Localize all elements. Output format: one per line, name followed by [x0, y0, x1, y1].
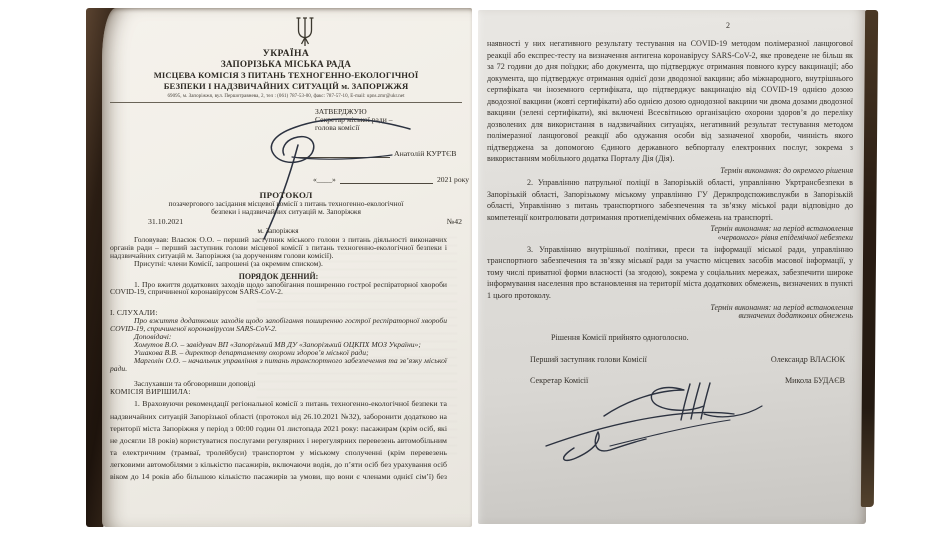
term-3-line2: визначених додаткових обмежень	[738, 310, 853, 320]
term-1: Термін виконання: до окремого рішення	[720, 166, 853, 176]
signature-budaev	[538, 406, 738, 466]
term-2-line1: Термін виконання: на період встановлення	[710, 224, 853, 234]
signature-row-1	[487, 355, 853, 364]
decision-2: 2. Управлінню патрульної поліції в Запорізькій області, управлінню Укртрансбезпеки в Запорізькій області, Запорізькому міському управлінню ГУ Держпродспоживслужби в Запорізькій області, Управлінню з питань транспортного забезпечення та зв’язку міської ради відповідно до компетенції контролювати дотримання протиепідемічних обмежень на транспорті.	[487, 178, 853, 222]
decision-1-part-1: 1. Враховуючи рекомендації регіональної комісії з питань техногенно-екологічної безпеки та надзвичайних ситуацій Запорізької області (протокол від 26.10.2021 №32), заборонити додатково на території міста Запоріжжя у період з 00:00 годин 01 листопада 2021 року: пасажирам (крім осіб, які не досягли 18 років) користуватися послугами регулярних і нерегулярних перевезень автомобільним та електричним (трамваї, тролейбуси) транспортом у міському сполученні (крім перевезень легковими автомобілями з кількістю пасажирів, включаючи водія, до п’яти осіб без урахування осіб віком до 14 років або більшою кількістю пасажирів за умови, що вони є членами однієї сім’ї) без	[110, 399, 447, 481]
letterhead-contacts: 69095, м. Запоріжжя, вул. Першотравнева, 2, тел : (061) 787-53-00, факс: 787-57-10, E-mail: upns.zmr@ukr.net	[110, 93, 462, 103]
resolution-line: Рішення Комісії прийнято одноголосно.	[551, 332, 689, 342]
speaker-3: Марголін О.О. – начальник управління з питань транспортного забезпечення та зв’язку міської ради.	[110, 355, 447, 373]
page1-body	[110, 236, 447, 483]
page2-body	[487, 38, 853, 385]
chaired-paragraph: Головував: Власюк О.О. – перший заступник міського голови з питань діяльності виконавчих органів ради – перший заступник голови місцевої комісії з питань техногенно-екологічної безпеки і надзвичайних ситуацій м. Запоріжжя (за дорученням голови комісії).	[110, 235, 447, 260]
approval-block	[315, 108, 467, 133]
decision-3: 3. Управлінню внутрішньої політики, преси та інформації міської ради, управлінню транспортного забезпечення та зв’язку міської ради за участю місцевих засобів масової інформації, у тому числі приватної форми власності (за згодою), зокрема у соціальних мережах, забезпечити широке інформування населення про встановлення на території міста додаткових обмежень, визначених в пункті 1 цього протоколу.	[487, 244, 853, 300]
letterhead-council: ЗАПОРІЗЬКА МІСЬКА РАДА	[220, 59, 352, 69]
protocol-heading: ПРОТОКОЛ	[259, 190, 313, 200]
date-year: 2021 року	[436, 175, 469, 184]
signature-row-2	[487, 376, 853, 385]
letterhead-commission-line1: МІСЦЕВА КОМІСІЯ З ПИТАНЬ ТЕХНОГЕННО-ЕКОЛОГІЧНОЇ	[153, 70, 419, 80]
signature-2-name: Микола БУДАЄВ	[784, 375, 845, 385]
protocol-page-2	[478, 10, 866, 524]
date-day-placeholder: «____»	[313, 175, 336, 184]
protocol-subtitle-line1: позачергового засідання місцевої комісії з питань техногенно-екологічної	[168, 198, 404, 208]
letterhead	[110, 48, 462, 103]
protocol-meta-row	[110, 217, 462, 226]
after-hearing-line: Заслухавши та обговоривши доповіді	[134, 378, 256, 388]
speakers-label: Доповідачі:	[134, 332, 172, 342]
protocol-title-block	[108, 191, 464, 217]
signature-rule	[298, 151, 390, 158]
letterhead-country: УКРАЇНА	[262, 48, 310, 59]
signature-2-title: Секретар Комісії	[530, 375, 589, 385]
protocol-number: №42	[446, 217, 462, 226]
heard-heading: І. СЛУХАЛИ:	[110, 308, 158, 318]
signature-vlasiuk	[598, 378, 768, 428]
ukraine-trident-emblem-icon	[294, 16, 316, 48]
approval-stamp: ЗАТВЕРДЖУЮ	[315, 107, 367, 116]
decided-heading: КОМІСІЯ ВИРІШИЛА:	[110, 386, 191, 396]
date-rule	[340, 177, 433, 184]
approval-date-line	[313, 175, 469, 184]
agenda-heading: ПОРЯДОК ДЕННИЙ:	[238, 271, 319, 281]
protocol-page-1	[102, 8, 472, 527]
protocol-subtitle-line2: безпеки і надзвичайних ситуацій м. Запоріжжя	[211, 207, 361, 217]
protocol-date: 31.10.2021	[148, 217, 184, 226]
letterhead-commission-line2: БЕЗПЕКИ І НАДЗВИЧАЙНИХ СИТУАЦІЙ м. ЗАПОРІЖЖЯ	[163, 81, 409, 91]
protocol-place: м. Запоріжжя	[257, 227, 299, 235]
decision-1-part-2: наявності у них негативного результату тестування на COVID-19 методом полімеразної ланцюгової реакції або експрес-тесту на визначення антигена коронавірусу SARS-CoV-2, яке проведене не більш як за 72 години до дня поїздки; або документа, що підтверджує отримання повного курсу вакцинації; або документа, що підтверджує отримання однієї дози дводозної вакцини; або міжнародного, внутрішнього сертифіката чи іноземного сертифіката, що підтверджує вакцинацію від COVID-19 однією дозою дводозної вакцини (жовті сертифікати) або однією дозою однодозної вакцини чи двома дозами дводозної вакцини (зелені сертифікати), які включені Всесвітньою організацією охорони здоров’я до переліку дозволених для використання в надзвичайних ситуаціях, негативний результат тестування методом полімеразної ланцюгової реакції або одужання особи від зазначеної хвороби, чинність якого підтверджена за допомогою Єдиного державного вебпорталу електронних послуг, зокрема з використанням мобільного додатка Порталу Дія (Дія).	[487, 39, 853, 164]
term-2-line2: «червоного» рівня епідемічної небезпеки	[717, 232, 853, 242]
heard-topic: Про вжиття додаткових заходів щодо запобігання поширенню гострої респіраторної хвороби COVID-19, спричиненої коронавірусом SARS-CoV-2.	[110, 316, 447, 334]
page-number: 2	[726, 21, 730, 30]
speaker-2: Ушакова В.В. – директор департаменту охорони здоров’я міської ради;	[134, 347, 369, 357]
signature-1-title: Перший заступник голови Комісії	[530, 354, 647, 364]
approver-position-line1: Секретар міської ради –	[315, 115, 393, 125]
speaker-1: Хомутов В.О. – завідувач ВП «Запорізький МВ ДУ «Запорізький ОЦКПХ МОЗ України»;	[134, 339, 421, 349]
agenda-item: 1. Про вжиття додаткових заходів щодо запобігання поширенню гострої респіраторної хвороби COVID-19, спричиненої коронавірусом SARS-CoV-2.	[110, 279, 447, 297]
term-3-line1: Термін виконання: на період встановлення	[710, 302, 853, 312]
approver-name: Анатолій КУРТЄВ	[394, 149, 457, 158]
approver-signature-line	[298, 149, 464, 158]
approver-position-line2: голова комісії	[315, 123, 360, 133]
signature-1-name: Олександр ВЛАСЮК	[770, 354, 845, 364]
present-paragraph: Присутні: члени Комісії, запрошені (за окремим списком).	[134, 258, 323, 268]
